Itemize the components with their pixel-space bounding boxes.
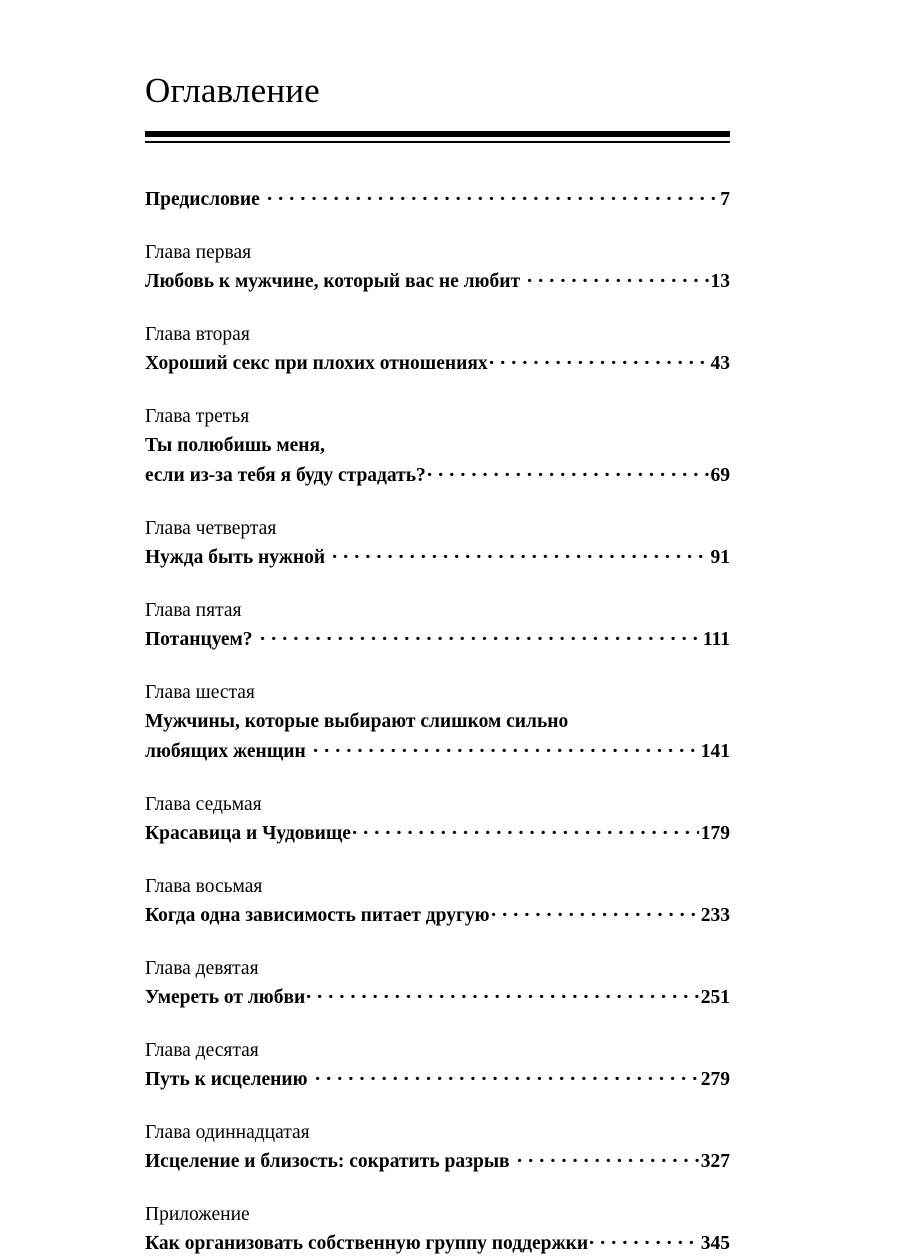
toc-entry-page-number: 7: [720, 188, 730, 210]
toc-entry-label: Глава шестая: [145, 681, 255, 703]
toc-entry[interactable]: [145, 872, 730, 931]
toc-entry-page-number: 251: [700, 986, 730, 1008]
toc-entry-title-line: [145, 901, 730, 931]
dot-leader: [491, 901, 699, 920]
dot-leader: [517, 1147, 699, 1166]
dot-leader: [527, 267, 708, 286]
toc-entry-label: Глава вторая: [145, 323, 250, 345]
toc-entry-label: Глава восьмая: [145, 875, 263, 897]
toc-entry[interactable]: [145, 596, 730, 655]
toc-entry-title-line: [145, 819, 730, 849]
toc-entry-title: Предисловие: [145, 188, 260, 210]
dot-leader: [332, 543, 708, 562]
toc-entry-title: Хороший секс при плохих отношениях: [145, 352, 488, 374]
toc-entry-title: Исцеление и близость: сократить разрыв: [145, 1150, 510, 1172]
toc-entry-page-number: 69: [710, 464, 730, 486]
toc-entry-title: Красавица и Чудовище: [145, 822, 351, 844]
toc-entry-title-line: [145, 267, 730, 297]
toc-entry[interactable]: [145, 320, 730, 379]
toc-entry-title-line: [145, 185, 730, 215]
toc-entry-label: Глава первая: [145, 241, 252, 263]
toc-entry[interactable]: [145, 185, 730, 215]
toc-entry-title: Путь к исцелению: [145, 1068, 308, 1090]
page-title: Оглавление: [145, 71, 320, 110]
dot-leader: [267, 185, 718, 204]
toc-entry-page-number: 13: [710, 270, 730, 292]
dot-leader: [589, 1229, 699, 1248]
toc-entry[interactable]: [145, 678, 730, 767]
toc-entry-page-number: 327: [700, 1150, 730, 1172]
toc-entry-label: Глава девятая: [145, 957, 259, 979]
toc-entry-title: Как организовать собственную группу поддержки: [145, 1232, 589, 1254]
toc-entry[interactable]: [145, 1200, 730, 1259]
toc-entry-label: Глава третья: [145, 405, 250, 427]
dot-leader: [313, 737, 699, 756]
toc-entry[interactable]: [145, 238, 730, 297]
toc-entry-title-line: [145, 983, 730, 1013]
toc-entry-title-line: [145, 349, 730, 379]
toc-entry-title-line: [145, 625, 730, 655]
toc-entry-page-number: 43: [710, 352, 730, 374]
toc-entry[interactable]: [145, 514, 730, 573]
dot-leader: [260, 625, 701, 644]
toc-entry-title-line: [145, 737, 730, 767]
title-divider: [145, 131, 730, 143]
divider-thin-rule: [145, 141, 730, 143]
toc-entry-label: Глава седьмая: [145, 793, 262, 815]
toc-entry-title-line: [145, 1065, 730, 1095]
toc-entry-page-number: 345: [700, 1232, 730, 1254]
toc-entry-list: [145, 185, 730, 1259]
toc-entry-title-line: [145, 707, 730, 737]
toc-entry-title-line: [145, 1147, 730, 1177]
toc-entry-title-line: [145, 543, 730, 573]
toc-entry-title: Ты полюбишь меня,: [145, 434, 325, 456]
dot-leader: [427, 461, 709, 480]
dot-leader: [352, 819, 699, 838]
toc-entry-label: Приложение: [145, 1203, 250, 1225]
toc-entry-title: Нужда быть нужной: [145, 546, 326, 568]
toc-entry-label: Глава пятая: [145, 599, 242, 621]
dot-leader: [489, 349, 709, 368]
dot-leader: [306, 983, 699, 1002]
toc-entry-title: Умереть от любви: [145, 986, 306, 1008]
toc-entry-title-line: [145, 461, 730, 491]
toc-entry-title: Потанцуем?: [145, 628, 253, 650]
toc-entry-page-number: 111: [702, 628, 730, 650]
toc-entry-page-number: 141: [700, 740, 730, 762]
toc-entry-page-number: 279: [700, 1068, 730, 1090]
toc-entry[interactable]: [145, 402, 730, 491]
toc-entry-title-line: [145, 1229, 730, 1259]
toc-entry[interactable]: [145, 1036, 730, 1095]
toc-entry-label: Глава десятая: [145, 1039, 259, 1061]
toc-entry[interactable]: [145, 1118, 730, 1177]
toc-entry-label: Глава одиннадцатая: [145, 1121, 310, 1143]
toc-entry-page-number: 233: [700, 904, 730, 926]
toc-entry-title: Любовь к мужчине, который вас не любит: [145, 270, 521, 292]
toc-entry[interactable]: [145, 790, 730, 849]
toc-entry-title: Когда одна зависимость питает другую: [145, 904, 490, 926]
dot-leader: [315, 1065, 699, 1084]
toc-entry[interactable]: [145, 954, 730, 1013]
toc-content: [145, 72, 730, 1259]
toc-entry-page-number: 91: [710, 546, 730, 568]
toc-entry-page-number: 179: [700, 822, 730, 844]
toc-entry-title: Мужчины, которые выбирают слишком сильно: [145, 710, 569, 732]
toc-entry-title: если из-за тебя я буду страдать?: [145, 464, 426, 486]
toc-entry-title-line: [145, 431, 730, 461]
toc-entry-label: Глава четвертая: [145, 517, 277, 539]
toc-entry-title: любящих женщин: [145, 740, 306, 762]
